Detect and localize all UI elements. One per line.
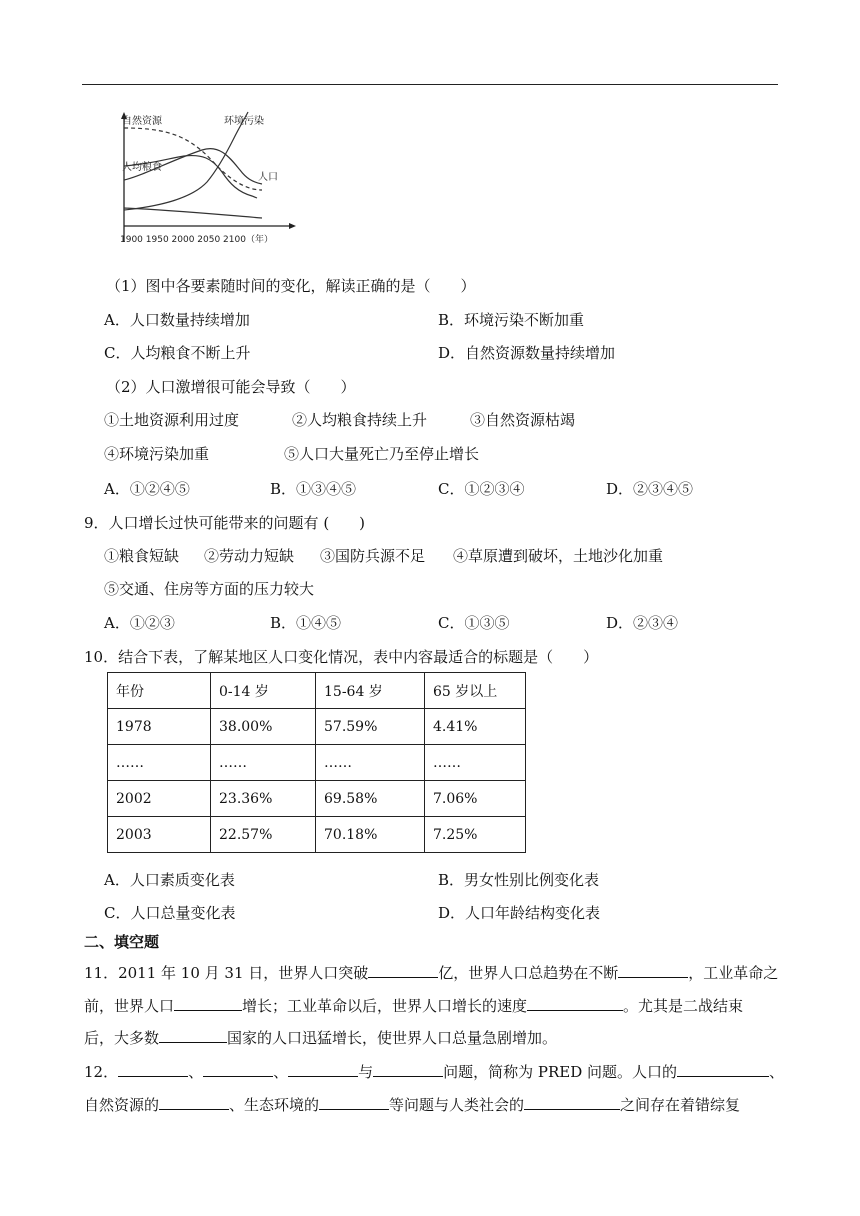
q12-text: 之间存在着错综复 xyxy=(620,1096,741,1114)
q8-1-option-a[interactable]: A．人口数量持续增加 xyxy=(104,311,250,329)
q12-text: 、 xyxy=(273,1063,289,1081)
q8-2-item-3: ③自然资源枯竭 xyxy=(470,411,576,429)
table-cell: …… xyxy=(108,745,211,781)
q9-option-d[interactable]: D．②③④ xyxy=(606,614,679,632)
q12-text: 等问题与人类社会的 xyxy=(389,1096,525,1114)
q12-text: 12． xyxy=(84,1063,119,1081)
q11-text: 国家的人口迅猛增长，使世界人口总量急剧增加。 xyxy=(227,1029,558,1047)
q8-2-option-c[interactable]: C．①②③④ xyxy=(438,480,525,498)
label-environment-pollution: 环境污染 xyxy=(224,116,264,127)
fill-blank[interactable] xyxy=(118,1062,188,1077)
q8-1-option-d[interactable]: D．自然资源数量持续增加 xyxy=(438,344,616,362)
q9-item-4: ④草原遭到破坏，土地沙化加重 xyxy=(453,547,664,565)
q9-option-b[interactable]: B．①④⑤ xyxy=(270,614,342,632)
table-row xyxy=(108,781,526,817)
q8-1-option-c[interactable]: C．人均粮食不断上升 xyxy=(104,344,251,362)
q8-2-option-d[interactable]: D．②③④⑤ xyxy=(606,480,694,498)
population-table xyxy=(107,672,526,853)
table-cell: 2002 xyxy=(108,781,211,817)
fill-blank[interactable] xyxy=(174,996,242,1011)
q11-text: 。尤其是二战结束 xyxy=(623,997,744,1015)
q8-2-stem: （2）人口激增很可能会导致（ ） xyxy=(106,378,356,396)
q8-2-item-4: ④环境污染加重 xyxy=(104,445,210,463)
table-cell: 2003 xyxy=(108,817,211,853)
q11-text: ，工业革命之 xyxy=(688,964,779,982)
table-cell: 57.59% xyxy=(316,709,425,745)
table-cell: 7.06% xyxy=(425,781,526,817)
q9-option-a[interactable]: A．①②③ xyxy=(104,614,175,632)
q9-stem: 9．人口增长过快可能带来的问题有 ( ) xyxy=(84,514,366,532)
fill-blank[interactable] xyxy=(203,1062,273,1077)
q10-option-d[interactable]: D．人口年龄结构变化表 xyxy=(438,904,601,922)
q10-stem: 10．结合下表，了解某地区人口变化情况，表中内容最适合的标题是（ ） xyxy=(84,648,599,666)
table-cell: …… xyxy=(211,745,316,781)
table-row xyxy=(108,745,526,781)
fill-blank[interactable] xyxy=(368,963,438,978)
q10-option-a[interactable]: A．人口素质变化表 xyxy=(104,871,235,889)
q11-text: 增长；工业革命以后，世界人口增长的速度 xyxy=(242,997,528,1015)
table-row xyxy=(108,817,526,853)
q11-line-1 xyxy=(84,962,778,983)
q12-line-1 xyxy=(84,1061,784,1082)
table-cell: 15-64 岁 xyxy=(316,673,425,709)
table-cell: 22.57% xyxy=(211,817,316,853)
q8-2-item-1: ①土地资源利用过度 xyxy=(104,411,240,429)
q10-option-c[interactable]: C．人口总量变化表 xyxy=(104,904,236,922)
q9-option-c[interactable]: C．①③⑤ xyxy=(438,614,510,632)
fill-blank[interactable] xyxy=(319,1095,389,1110)
table-cell: 70.18% xyxy=(316,817,425,853)
table-cell: 4.41% xyxy=(425,709,526,745)
q11-text: 亿，世界人口总趋势在不断 xyxy=(438,964,619,982)
q11-text: 前，世界人口 xyxy=(84,997,175,1015)
q8-2-option-a[interactable]: A．①②④⑤ xyxy=(104,480,190,498)
q11-line-3 xyxy=(84,1027,557,1048)
label-population: 人口 xyxy=(258,172,278,183)
fill-blank[interactable] xyxy=(373,1062,443,1077)
q8-2-option-b[interactable]: B．①③④⑤ xyxy=(270,480,357,498)
fill-blank[interactable] xyxy=(288,1062,358,1077)
table-cell: 38.00% xyxy=(211,709,316,745)
q9-item-3: ③国防兵源不足 xyxy=(320,547,426,565)
table-cell: 年份 xyxy=(108,673,211,709)
table-row xyxy=(108,709,526,745)
fill-blank[interactable] xyxy=(677,1062,769,1077)
label-food-per-capita: 人均粮食 xyxy=(122,162,162,173)
q11-text: 11．2011 年 10 月 31 日，世界人口突破 xyxy=(84,964,369,982)
fill-blank[interactable] xyxy=(159,1095,229,1110)
q8-1-option-b[interactable]: B．环境污染不断加重 xyxy=(438,311,585,329)
table-cell: …… xyxy=(425,745,526,781)
table-row xyxy=(108,673,526,709)
table-cell: 23.36% xyxy=(211,781,316,817)
table-cell: 7.25% xyxy=(425,817,526,853)
q12-text: 、生态环境的 xyxy=(229,1096,320,1114)
q12-text: 自然资源的 xyxy=(84,1096,160,1114)
x-axis-arrow xyxy=(289,223,296,229)
table-cell: 1978 xyxy=(108,709,211,745)
lower-curve xyxy=(124,208,262,218)
natural-resources-curve xyxy=(124,128,262,190)
table-cell: 69.58% xyxy=(316,781,425,817)
q11-line-2 xyxy=(84,995,743,1016)
q12-line-2 xyxy=(84,1094,740,1115)
table-cell: …… xyxy=(316,745,425,781)
fill-blank[interactable] xyxy=(524,1095,620,1110)
q9-item-5: ⑤交通、住房等方面的压力较大 xyxy=(104,580,315,598)
table-cell: 0-14 岁 xyxy=(211,673,316,709)
population-resource-figure xyxy=(112,108,302,248)
q9-item-2: ②劳动力短缺 xyxy=(204,547,295,565)
q12-text: 、 xyxy=(769,1063,785,1081)
table-cell: 65 岁以上 xyxy=(425,673,526,709)
fill-blank[interactable] xyxy=(159,1028,227,1043)
section-title: 二、填空题 xyxy=(84,933,160,951)
q12-text: 、 xyxy=(188,1063,204,1081)
q9-item-1: ①粮食短缺 xyxy=(104,547,180,565)
q12-text: 与 xyxy=(358,1063,374,1081)
fill-blank[interactable] xyxy=(527,996,623,1011)
q12-text: 问题，简称为 PRED 问题。人口的 xyxy=(443,1063,678,1081)
header-rule xyxy=(82,84,778,85)
q10-option-b[interactable]: B．男女性别比例变化表 xyxy=(438,871,600,889)
q8-2-item-5: ⑤人口大量死亡乃至停止增长 xyxy=(284,445,480,463)
label-natural-resources: 自然资源 xyxy=(122,116,162,127)
q8-1-stem: （1）图中各要素随时间的变化，解读正确的是（ ） xyxy=(106,277,476,295)
q8-2-item-2: ②人均粮食持续上升 xyxy=(292,411,428,429)
fill-blank[interactable] xyxy=(618,963,688,978)
x-tick-labels: 1900 1950 2000 2050 2100（年） xyxy=(120,235,273,245)
q11-text: 后，大多数 xyxy=(84,1029,160,1047)
